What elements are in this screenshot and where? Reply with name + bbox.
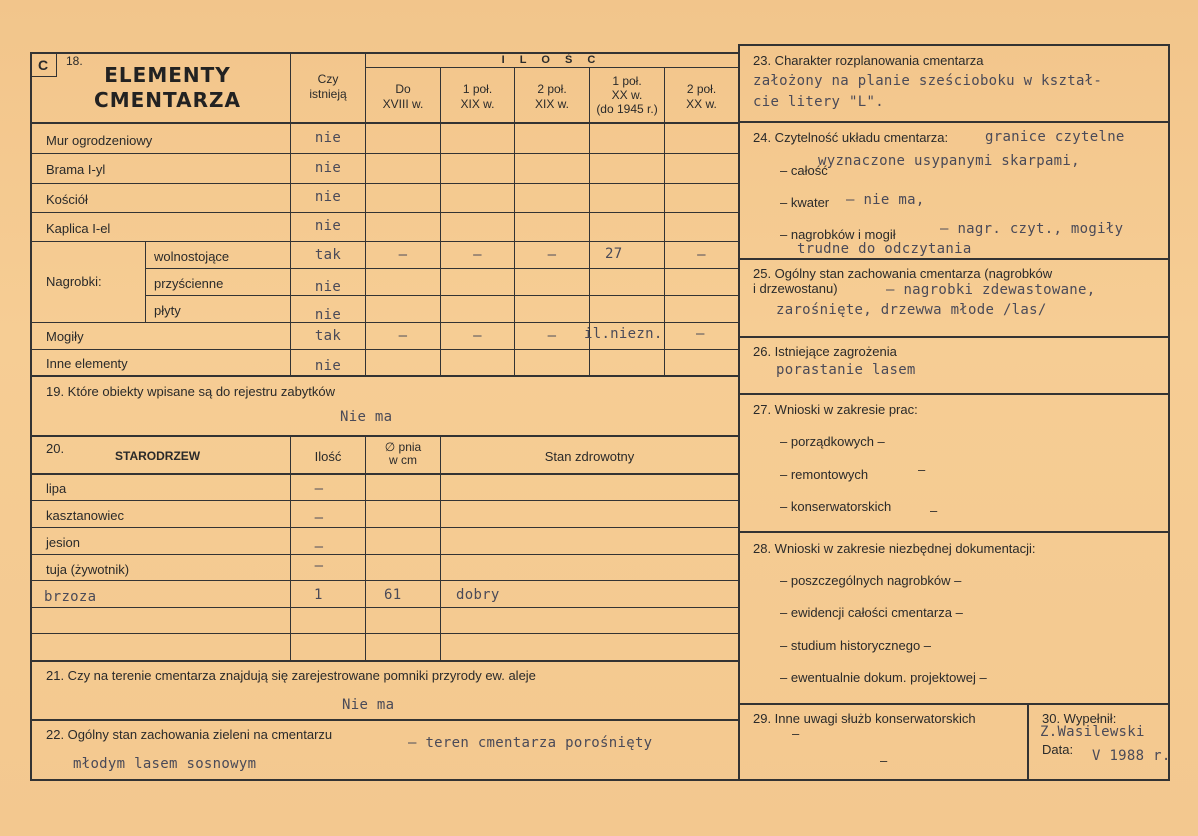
s25-value2: zarośnięte, drzewwa młode /las/ <box>776 302 1047 318</box>
s20-title: STARODRZEW <box>115 449 201 463</box>
rule <box>738 336 1170 338</box>
s20-col-health: Stan zdrowotny <box>544 449 635 464</box>
cell-2xx: – <box>697 247 706 263</box>
tree-label: lipa <box>46 481 67 496</box>
rule <box>30 633 738 634</box>
s24-label: 24. Czytelność układu cmentarza: <box>753 130 949 145</box>
s25-label2: i drzewostanu) <box>753 281 838 296</box>
rule <box>30 349 738 350</box>
col-exists: Czy istnieją <box>309 72 347 101</box>
s19-value: Nie ma <box>340 409 393 425</box>
s22-value2: młodym lasem sosnowym <box>73 756 257 772</box>
rule <box>1027 703 1029 780</box>
title-line1: ELEMENTY <box>104 63 231 87</box>
rule <box>30 719 738 721</box>
cell-2xx: – <box>696 326 705 342</box>
s24-value: granice czytelne <box>985 129 1125 145</box>
rule <box>30 212 738 213</box>
s25-label1: 25. Ogólny stan zachowania cmentarza (nagrobków <box>753 266 1053 281</box>
row-exists: nie <box>314 189 342 205</box>
rule <box>664 68 665 376</box>
rule <box>145 241 146 322</box>
s27-label: 27. Wnioski w zakresie prac: <box>753 402 918 417</box>
cell-xviii: – <box>398 328 408 344</box>
s27-dash: – <box>930 503 938 518</box>
s28-item: – ewentualnie dokum. projektowej – <box>780 670 987 685</box>
col-1xx: 1 poł. XX w. (do 1945 r.) <box>596 74 658 116</box>
tree-count: – <box>314 510 324 526</box>
rule <box>30 122 738 124</box>
row-label: wolnostojące <box>154 249 230 264</box>
nagrobki-label: Nagrobki: <box>46 274 102 289</box>
rule <box>30 500 738 501</box>
cell-1xix: – <box>473 247 482 263</box>
tree-label: tuja (żywotnik) <box>46 562 130 577</box>
s30-date-label: Data: <box>1042 742 1074 757</box>
s28-item: – poszczególnych nagrobków – <box>780 573 962 588</box>
row-label: przyścienne <box>154 276 224 291</box>
rule <box>738 393 1170 395</box>
rule <box>30 779 1170 781</box>
s30-label: 30. Wypełnił: <box>1042 711 1117 726</box>
s28-label: 28. Wnioski w zakresie niezbędnej dokumentacji: <box>753 541 1036 556</box>
s24-kwater-label: – kwater <box>780 195 830 210</box>
s24-nagr-value1: – nagr. czyt., mogiły <box>940 221 1124 237</box>
rule <box>30 183 738 184</box>
rule <box>30 554 738 555</box>
rule <box>30 52 32 780</box>
rule <box>30 435 738 437</box>
rule <box>365 435 366 660</box>
rule <box>30 322 738 323</box>
tree-count: – <box>314 558 324 574</box>
tree-diam: 61 <box>384 587 402 603</box>
col-2xix: 2 poł. XIX w. <box>534 82 569 111</box>
title-line2: CMENTARZA <box>94 88 241 112</box>
s23-value2: cie litery "L". <box>753 94 884 110</box>
tree-count: – <box>314 481 324 497</box>
s30-date: V 1988 r. <box>1092 748 1171 764</box>
s27-item: – konserwatorskich <box>780 499 892 514</box>
row-exists: nie <box>314 218 342 234</box>
rule <box>30 375 738 377</box>
ilosc-header: I L O Ś C <box>501 54 602 66</box>
rule <box>738 703 1170 705</box>
col-1xix: 1 poł. XIX w. <box>460 82 495 111</box>
s22-value1: – teren cmentarza porośnięty <box>408 735 653 751</box>
cell-2xix: – <box>547 328 557 344</box>
s29-label: 29. Inne uwagi służb konserwatorskich <box>753 711 976 726</box>
s27-dash: – <box>918 462 926 477</box>
s24-calosc-value: wyznaczone usypanymi skarpami, <box>818 153 1080 169</box>
s27-item: – porządkowych – <box>780 434 885 449</box>
s21-label: 21. Czy na terenie cmentarza znajdują się zarejestrowane pomniki przyrody ew. aleje <box>46 668 536 683</box>
s23-value1: założony na planie sześcioboku w kształ- <box>753 73 1103 89</box>
s26-value: porastanie lasem <box>776 362 916 378</box>
s24-nagr-value2: trudne do odczytania <box>797 241 972 257</box>
rule <box>30 153 738 154</box>
tree-label: brzoza <box>44 589 97 605</box>
row-label: płyty <box>154 303 181 318</box>
cell-1xx: 27 <box>605 246 623 262</box>
s28-item: – ewidencji całości cmentarza – <box>780 605 963 620</box>
cell-1xix: – <box>473 328 482 344</box>
rule <box>738 531 1170 533</box>
rule <box>30 580 738 581</box>
s26-label: 26. Istniejące zagrożenia <box>753 344 897 359</box>
rule <box>30 473 738 475</box>
row-label: Brama I-yl <box>46 162 106 177</box>
row-exists: tak <box>314 247 342 263</box>
row-exists: nie <box>314 358 342 374</box>
row-exists: nie <box>314 130 342 146</box>
cell-xviii: – <box>398 247 408 263</box>
row-exists: nie <box>314 307 342 323</box>
row-exists: nie <box>314 279 342 295</box>
row-exists: nie <box>314 160 342 176</box>
col-xviii: Do XVIII w. <box>382 82 424 111</box>
s24-calosc-label: – całość <box>780 163 828 178</box>
rule <box>738 121 1170 123</box>
rule <box>30 241 738 242</box>
s24-kwater-value: – nie ma, <box>846 192 925 208</box>
row-label: Kaplica I-el <box>46 221 111 236</box>
row-label: Mogiły <box>46 329 84 344</box>
tree-health: dobry <box>456 587 500 603</box>
s21-value: Nie ma <box>342 697 395 713</box>
rule <box>1168 44 1170 781</box>
tree-count: – <box>314 539 324 555</box>
cell-1xx: il.niezn. <box>584 326 663 342</box>
s23-label: 23. Charakter rozplanowania cmentarza <box>753 53 984 68</box>
rule <box>30 660 738 662</box>
s29-value1: – <box>792 726 800 741</box>
rule <box>30 607 738 608</box>
s20-col-count: Ilość <box>314 449 342 464</box>
s24-nagr-label: – nagrobków i mogił <box>780 227 896 242</box>
rule <box>145 268 738 269</box>
rule <box>738 44 740 781</box>
col-2xx: 2 poł. XX w. <box>686 82 717 111</box>
rule <box>738 44 1170 46</box>
cell-2xix: – <box>547 247 557 263</box>
row-label: Inne elementy <box>46 356 128 371</box>
c-label: C <box>38 57 49 73</box>
s19-label: 19. Które obiekty wpisane są do rejestru zabytków <box>46 384 336 399</box>
s20-number: 20. <box>46 441 65 456</box>
tree-label: jesion <box>46 535 80 550</box>
s27-item: – remontowych <box>780 467 869 482</box>
row-exists: tak <box>314 328 342 344</box>
tree-label: kasztanowiec <box>46 508 125 523</box>
s28-item: – studium historycznego – <box>780 638 932 653</box>
s25-value1: – nagrobki zdewastowane, <box>886 282 1096 298</box>
row-label: Kościół <box>46 192 88 207</box>
tree-count: 1 <box>314 587 323 603</box>
s29-value2: – <box>880 753 888 768</box>
rule <box>145 295 738 296</box>
row-label: Mur ogrodzeniowy <box>46 133 153 148</box>
s22-label: 22. Ogólny stan zachowania zieleni na cmentarzu <box>46 727 333 742</box>
s30-name: Z.Wasilewski <box>1040 724 1145 740</box>
s20-col-diam: ∅ pnia w cm <box>384 440 422 467</box>
section-number: 18. <box>66 54 83 68</box>
rule <box>738 258 1170 260</box>
rule <box>440 435 441 660</box>
rule <box>30 527 738 528</box>
